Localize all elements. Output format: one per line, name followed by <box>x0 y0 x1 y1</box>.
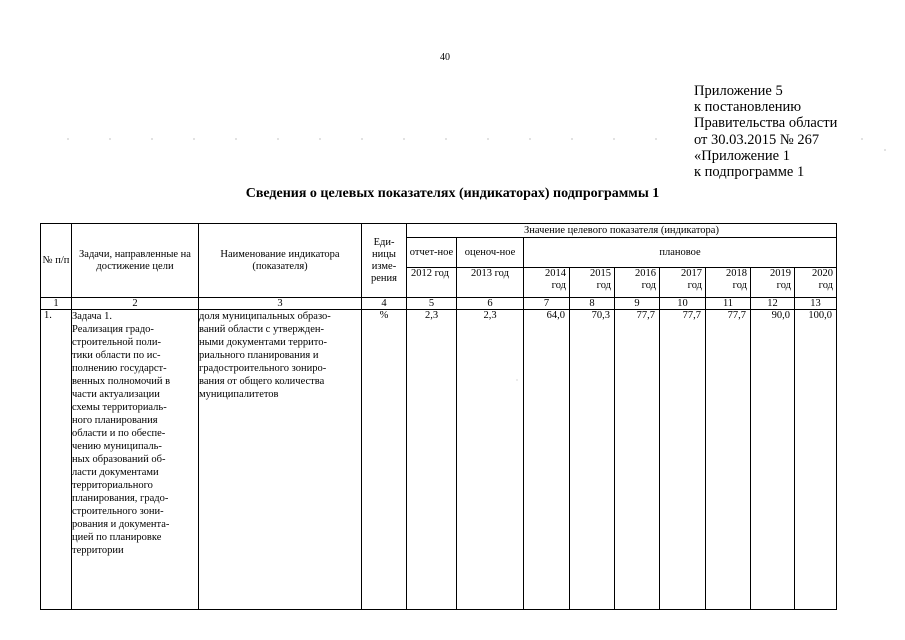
column-number: 12 <box>751 298 795 310</box>
header-reported: отчет-ное <box>407 238 457 268</box>
task-line: чению муниципаль- <box>72 441 162 452</box>
column-number: 2 <box>72 298 199 310</box>
task-line: планирования, градо- <box>72 493 169 504</box>
appendix-reference <box>694 83 837 180</box>
header-year-2013: 2013 год <box>457 268 524 298</box>
task-line: полнению государст- <box>72 363 167 374</box>
task-line: Реализация градо- <box>72 324 154 335</box>
appendix-line: «Приложение 1 <box>694 147 790 164</box>
value-2017: 77,7 <box>660 310 706 610</box>
task-line: ного планирования <box>72 415 158 426</box>
task-line: территориального <box>72 480 153 491</box>
value-2016: 77,7 <box>615 310 660 610</box>
header-year-2018: 2018 год <box>706 268 751 298</box>
value-2020: 100,0 <box>795 310 837 610</box>
appendix-line: от 30.03.2015 № 267 <box>694 131 820 148</box>
indicator-line: ными документами террито- <box>199 337 327 348</box>
indicator-line: риального планирования и <box>199 350 319 361</box>
header-year-2017: 2017 год <box>660 268 706 298</box>
value-2014: 64,0 <box>524 310 570 610</box>
value-2013: 2,3 <box>457 310 524 610</box>
value-2015: 70,3 <box>570 310 615 610</box>
header-indicator: Наименование индикатора (показателя) <box>199 224 362 298</box>
header-year-2014: 2014 год <box>524 268 570 298</box>
header-planned: плановое <box>524 238 837 268</box>
column-number: 8 <box>570 298 615 310</box>
task-line: области и по обеспе- <box>72 428 166 439</box>
header-num: № п/п <box>41 224 72 298</box>
appendix-line: Приложение 5 <box>694 83 783 99</box>
task-line: тики области по ис- <box>72 350 161 361</box>
task-line: части актуализации <box>72 389 160 400</box>
column-number: 9 <box>615 298 660 310</box>
header-estimated: оценоч-ное <box>457 238 524 268</box>
value-2012: 2,3 <box>407 310 457 610</box>
indicator-cell <box>199 310 362 610</box>
page-number: 40 <box>440 52 450 63</box>
value-2019: 90,0 <box>751 310 795 610</box>
value-2018: 77,7 <box>706 310 751 610</box>
column-number: 13 <box>795 298 837 310</box>
column-number: 7 <box>524 298 570 310</box>
header-year-2020: 2020 год <box>795 268 837 298</box>
task-line: цией по планировке <box>72 532 162 543</box>
header-year-2015: 2015 год <box>570 268 615 298</box>
column-number: 10 <box>660 298 706 310</box>
task-cell <box>72 310 199 610</box>
unit-cell: % <box>362 310 407 610</box>
column-number: 4 <box>362 298 407 310</box>
column-number: 3 <box>199 298 362 310</box>
task-line: строительного зони- <box>72 506 164 517</box>
task-line: территории <box>72 545 124 556</box>
column-number: 11 <box>706 298 751 310</box>
appendix-line: Правительства области <box>694 115 838 132</box>
column-number-row <box>41 298 837 310</box>
header-year-2019: 2019 год <box>751 268 795 298</box>
indicator-line: муниципалитетов <box>199 389 279 400</box>
header-unit: Еди-ницы изме-рения <box>362 224 407 298</box>
indicator-line: вания от общего количества <box>199 376 325 387</box>
task-line: строительной поли- <box>72 337 161 348</box>
header-value-group: Значение целевого показателя (индикатора) <box>407 224 837 238</box>
indicators-table <box>40 223 837 610</box>
indicator-line: доля муниципальных образо- <box>199 311 331 322</box>
header-year-2012: 2012 год <box>407 268 457 298</box>
indicator-line: градостроительного зониро- <box>199 363 327 374</box>
column-number: 5 <box>407 298 457 310</box>
task-line: венных полномочий в <box>72 376 171 387</box>
header-year-2016: 2016 год <box>615 268 660 298</box>
task-line: схемы территориаль- <box>72 402 167 413</box>
task-line: Задача 1. <box>72 311 112 322</box>
table-row <box>41 310 837 610</box>
appendix-line: к постановлению <box>694 99 802 116</box>
task-line: рования и документа- <box>72 519 170 530</box>
task-line: ных образований об- <box>72 454 166 465</box>
column-number: 1 <box>41 298 72 310</box>
row-number: 1. <box>41 310 72 610</box>
indicator-line: ваний области с утвержден- <box>199 324 324 335</box>
task-line: ласти документами <box>72 467 159 478</box>
appendix-line: к подпрограмме 1 <box>694 164 805 181</box>
column-number: 6 <box>457 298 524 310</box>
document-title: Сведения о целевых показателях (индикаторах) подпрограммы 1 <box>245 186 660 201</box>
header-task: Задачи, направленные на достижение цели <box>72 224 199 298</box>
